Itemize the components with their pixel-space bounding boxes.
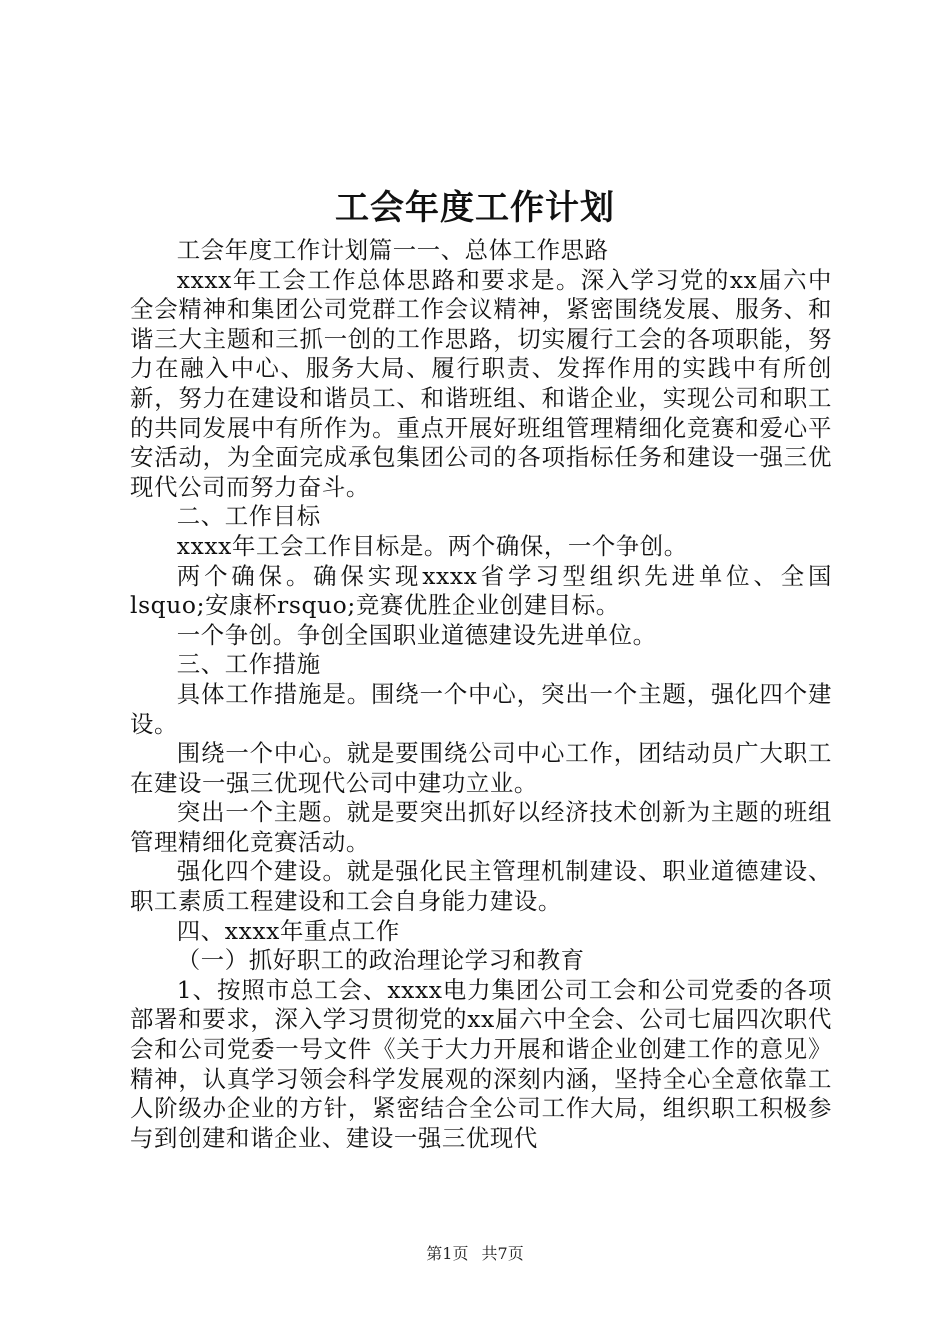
- paragraph: 突出一个主题。就是要突出抓好以经济技术创新为主题的班组管理精细化竞赛活动。: [130, 798, 832, 856]
- page-number: 第1页: [426, 1244, 469, 1263]
- paragraph: 两个确保。确保实现xxxx省学习型组织先进单位、全国lsquo;安康杯rsquo;竞赛优胜企业创建目标。: [130, 561, 832, 620]
- paragraph: xxxx年工会工作目标是。两个确保，一个争创。: [176, 531, 688, 560]
- page-footer: [0, 1244, 950, 1264]
- paragraph: 强化四个建设。就是强化民主管理机制建设、职业道德建设、职工素质工程建设和工会自身能力建设。: [130, 857, 832, 916]
- section-heading: 二、工作目标: [176, 502, 321, 531]
- subsection-heading: （一）抓好职工的政治理论学习和教育: [176, 946, 585, 975]
- paragraph: 一个争创。争创全国职业道德建设先进单位。: [176, 620, 657, 649]
- paragraph: 工会年度工作计划篇一一、总体工作思路: [176, 236, 609, 264]
- section-heading: 三、工作措施: [176, 650, 321, 679]
- paragraph: xxxx年工会工作总体思路和要求是。深入学习党的xx届六中全会精神和集团公司党群工作会议精神，紧密围绕发展、服务、和谐三大主题和三抓一创的工作思路，切实履行工会的各项职能，努力在融入中心、服务大局、履行职责、发挥作用的实践中有所创新，努力在建设和谐员工、和谐班组、和谐企业，实现公司和职工的共同发展中有所作为。重点开展好班组管理精细化竞赛和爱心平安活动，为全面完成承包集团公司的各项指标任务和建设一强三优现代公司而努力奋斗。: [130, 265, 832, 501]
- document-body: [130, 236, 832, 1153]
- paragraph: 具体工作措施是。围绕一个中心，突出一个主题，强化四个建设。: [130, 679, 832, 738]
- section-heading: 四、xxxx年重点工作: [176, 916, 400, 945]
- paragraph: 围绕一个中心。就是要围绕公司中心工作，团结动员广大职工在建设一强三优现代公司中建功立业。: [130, 739, 832, 797]
- document-title: 工会年度工作计划: [335, 188, 615, 228]
- paragraph: 1、按照市总工会、xxxx电力集团公司工会和公司党委的各项部署和要求，深入学习贯彻党的xx届六中全会、公司七届四次职代会和公司党委一号文件《关于大力开展和谐企业创建工作的意见》精神，认真学习领会科学发展观的深刻内涵，坚持全心全意依靠工人阶级办企业的方针，紧密结合全公司工作大局，组织职工积极参与到创建和谐企业、建设一强三优现代: [130, 975, 832, 1152]
- page-total: 共7页: [481, 1244, 524, 1263]
